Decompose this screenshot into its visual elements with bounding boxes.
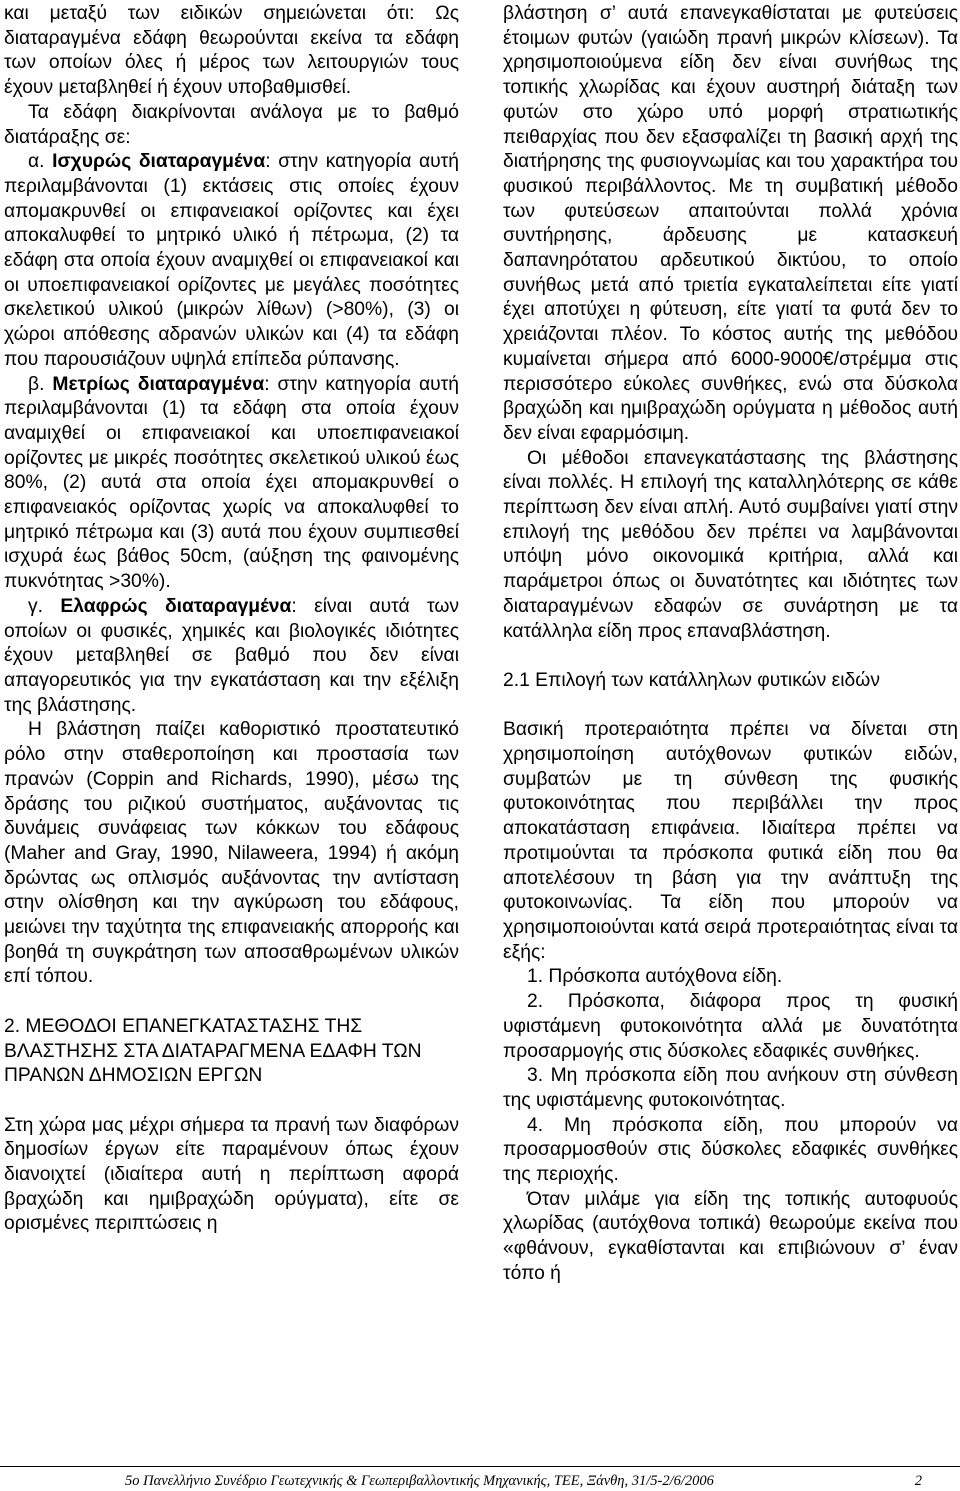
right-column <box>503 2 958 1287</box>
paragraph: Βασική προτεραιότητα πρέπει να δίνεται στη χρησιμοποίηση αυτόχθονων φυτικών ειδών, συμβατών με τη σύνθεση της φυσικής φυτοκοινότητας που περιβάλλει την προς αποκατάσταση επιφάνεια. Ιδιαίτερα πρέπει να προτιμούνται τα πρόσκοπα φυτικά είδη που θα αποτελέσουν τη βάση για την ανάπτυξη της φυτοκοινωνίας. Τα είδη που μπορούν να χρησιμοποιούνται κατά σειρά προτεραιότητας είναι τα εξής: <box>503 719 958 963</box>
subsection-heading: 2.1 Επιλογή των κατάλληλων φυτικών ειδών <box>503 669 880 691</box>
item-marker: β. <box>28 373 53 395</box>
paragraph: Στη χώρα μας μέχρι σήμερα τα πρανή των διαφόρων δημοσίων έργων είτε παραμένουν όπως έχουν διανοιχτεί (ιδιαίτερα αυτή η περίπτωση αφορά βραχώδη και ημιβραχώδη ορύγματα), είτε σε ορισμένες περιπτώσεις η <box>4 1114 459 1235</box>
page-number: 2 <box>914 1473 922 1489</box>
page-footer <box>0 1466 960 1491</box>
list-item: 3. Μη πρόσκοπα είδη που ανήκουν στη σύνθεση της υφιστάμενης φυτοκοινότητας. <box>503 1065 958 1111</box>
category-text: : στην κατηγορία αυτή περιλαμβάνονται (1) τα εδάφη στα οποία έχουν αναμιχθεί οι επιφανειακοί και υποεπιφανειακοί ορίζοντες με μικρές ποσότητες σκελετικού υλικού έως 80%, (2) αυτά στα οποία έχει απομακρυνθεί ο επιφανειακός ορίζοντας χωρίς να αποκαλυφθεί το μητρικό πέτρωμα και (3) αυτά που έχουν συμπιεσθεί ισχυρά έως βάθος 50cm, (αύξηση της φαινομένης πυκνότητας >30%). <box>4 373 459 593</box>
category-term: Μετρίως διαταραγμένα <box>52 373 265 395</box>
paragraph: Τα εδάφη διακρίνονται ανάλογα με το βαθμό διατάραξης σε: <box>4 101 459 148</box>
category-light <box>4 595 459 719</box>
category-text: : στην κατηγορία αυτή περιλαμβάνονται (1) εκτάσεις στις οποίες έχουν απομακρυνθεί οι επιφανειακοί ορίζοντες και έχει αποκαλυφθεί το μητρικό υλικό ή πέτρωμα, (2) τα εδάφη στα οποία έχουν αναμιχθεί οι επιφανειακοί και οι υποεπιφανειακοί ορίζοντες με μεγάλες ποσότητες σκελετικού υλικού (μικρών λίθων) (>80%), (3) οι χώροι απόθεσης αδρανών υλικών και (4) τα εδάφη που παρουσιάζουν υψηλά επίπεδα ρύπανσης. <box>4 151 459 370</box>
paragraph: Η βλάστηση παίζει καθοριστικό προστατευτικό ρόλο στην σταθεροποίηση και προστασία των πρανών (Coppin and Richards, 1990), μέσω της δράσης του ριζικού συστήματος, αυξάνοντας τις δυνάμεις συνάφειας των κόκκων του εδάφους (Maher and Gray, 1990, Nilaweera, 1994) ή ακόμη δρώντας ως οπλισμός αυξάνοντας την αντίσταση στην ολίσθηση και την αγκύρωση του εδάφους, μειώνει την ταχύτητα της επιφανειακής απορροής και βοηθά τη συγκράτηση των αποσαθρωμένων υλικών επί τόπου. <box>4 719 459 988</box>
paragraph: Όταν μιλάμε για είδη της τοπικής αυτοφυούς χλωρίδας (αυτόχθονα τοπικά) θεωρούμε εκείνα που «φθάνουν, εγκαθίστανται και επιβιώνουν σ’ έναν τόπο ή <box>503 1188 958 1284</box>
paragraph: Οι μέθοδοι επανεγκατάστασης της βλάστησης είναι πολλές. Η επιλογή της καταλληλότερης σε κάθε περίπτωση δεν είναι απλή. Αυτό συμβαίνει γιατί στην επιλογή της μεθόδου δεν πρέπει να λαμβάνονται υπόψη μόνο οικονομικά κριτήρια, αλλά και παράμετροι όπως οι δυνατότητες και ιδιότητες των διαταραγμένων εδαφών σε συνάρτηση με τα κατάλληλα είδη προς επαναβλάστηση. <box>503 447 958 642</box>
left-column <box>4 2 459 1237</box>
section-heading: 2. ΜΕΘΟΔΟΙ ΕΠΑΝΕΓΚΑΤΑΣΤΑΣΗΣ ΤΗΣ ΒΛΑΣΤΗΣΗΣ ΣΤΑ ΔΙΑΤΑΡΑΓΜΕΝΑ ΕΔΑΦΗ ΤΩΝ ΠΡΑΝΩΝ ΔΗΜΟΣΙΩΝ ΕΡΓΩΝ <box>4 1015 422 1087</box>
category-term: Ισχυρώς διαταραγμένα <box>52 151 266 173</box>
category-strong <box>4 150 459 372</box>
category-moderate <box>4 373 459 595</box>
priority-list <box>503 965 958 1187</box>
item-marker: γ. <box>28 595 61 617</box>
item-marker: α. <box>28 151 53 173</box>
list-item: 4. Μη πρόσκοπα είδη, που μπορούν να προσαρμοσθούν στις δύσκολες εδαφικές συνθήκες της περιοχής. <box>503 1114 958 1186</box>
paragraph: και μεταξύ των ειδικών σημειώνεται ότι: Ως διαταραγμένα εδάφη θεωρούνται εκείνα τα εδάφη των οποίων όλες ή μέρος των λειτουργιών τους έχουν μεταβληθεί ή έχουν υποβαθμισθεί. <box>4 3 459 99</box>
paragraph: βλάστηση σ’ αυτά επανεγκαθίσταται με φυτεύσεις έτοιμων φυτών (γαιώδη πρανή μικρών κλίσεων). Τα χρησιμοποιούμενα είδη δεν είναι συνήθως της τοπικής χλωρίδας και έχουν αυστηρή διάταξη των φυτών στο χώρο υπό μορφή στρατιωτικής πειθαρχίας που δεν εξασφαλίζει τη βασική αρχή της διατήρησης της φυσιογνωμίας και του χαρακτήρα του φυσικού περιβάλλοντος. Με τη συμβατική μέθοδο των φυτεύσεων απαιτούνται πολλά χρόνια συντήρησης, άρδευσης με κατασκευή δαπανηρότατου αρδευτικού δικτύου, το οποίο συνήθως μετά από τριετία εγκαταλείπεται είτε γιατί έχει αποτύχει η φύτευση, είτε γιατί τα φυτά δεν το χρειάζονται πλέον. Το κόστος αυτής της μεθόδου κυμαίνεται σήμερα από 6000-9000€/στρέμμα στις περισσότερο εύκολες συνθήκες, ενώ στα δύσκολα βραχώδη και ημιβραχώδη ορύγματα η μέθοδος αυτή δεν είναι εφαρμόσιμη. <box>503 3 958 444</box>
footer-citation: 5ο Πανελλήνιο Συνέδριο Γεωτεχνικής & Γεωπεριβαλλοντικής Μηχανικής, ΤΕΕ, Ξάνθη, 31/5-2/6/2006 <box>125 1473 714 1489</box>
list-item: 1. Πρόσκοπα αυτόχθονα είδη. <box>527 966 783 988</box>
category-text: : είναι αυτά των οποίων οι φυσικές, χημικές και βιολογικές ιδιότητες έχουν μεταβληθεί σε βαθμό που δεν είναι απαγορευτικός για την εγκατάσταση και την εξέλιξη της βλάστησης. <box>4 595 460 716</box>
category-term: Ελαφρώς διαταραγμένα <box>60 595 292 617</box>
list-item: 2. Πρόσκοπα, διάφορα προς τη φυσική υφιστάμενη φυτοκοινότητα αλλά με δυνατότητα προσαρμογής στις δύσκολες εδαφικές συνθήκες. <box>503 991 958 1062</box>
